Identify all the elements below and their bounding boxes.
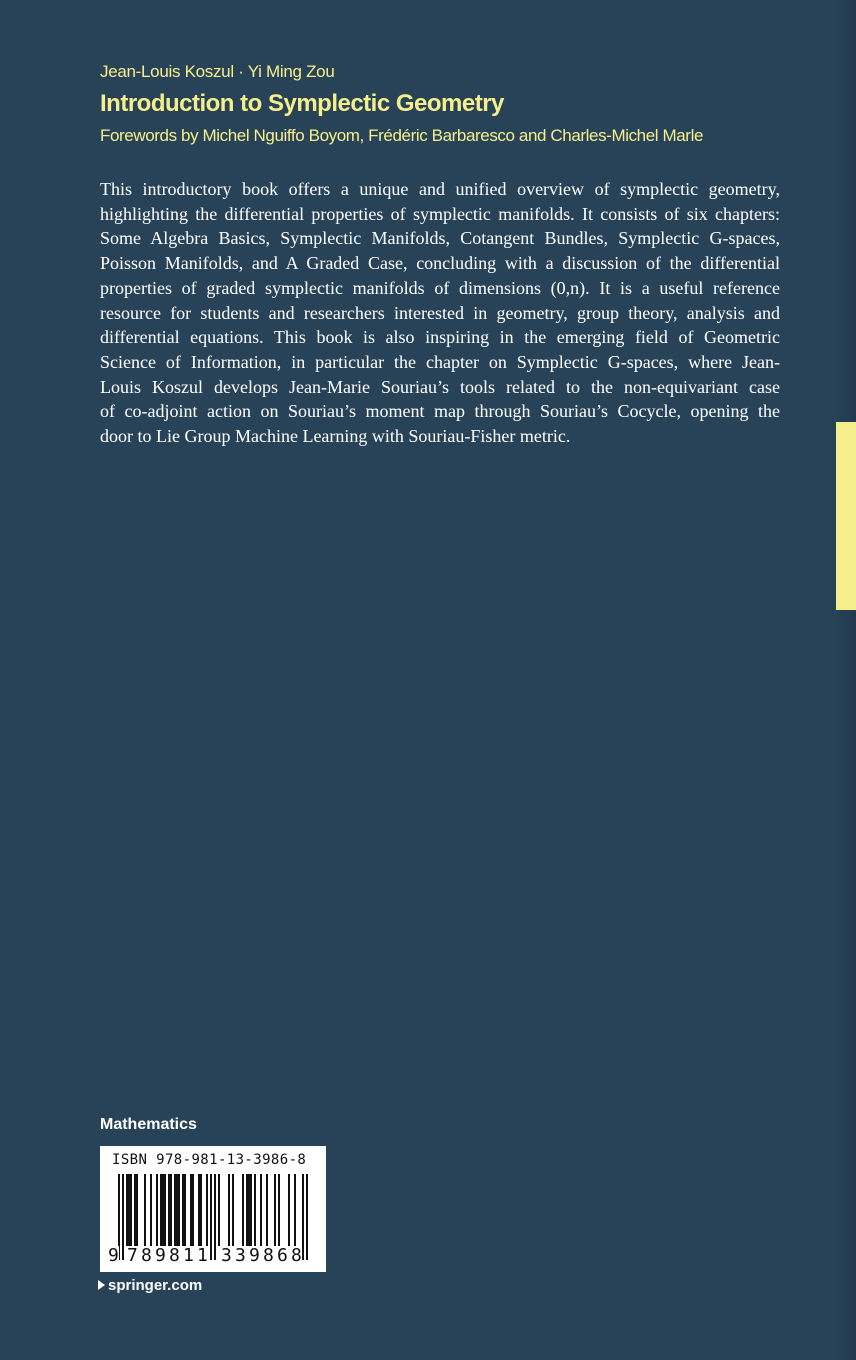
ean-digit: 1 bbox=[183, 1245, 194, 1266]
ean-digit: 7 bbox=[127, 1245, 138, 1266]
barcode-bar bbox=[250, 1174, 252, 1246]
forewords: Forewords by Michel Nguiffo Boyom, Frédéric Barbaresco and Charles-Michel Marle bbox=[100, 126, 703, 145]
barcode-bar bbox=[122, 1174, 124, 1260]
barcode-bar bbox=[144, 1174, 146, 1246]
subject-category: Mathematics bbox=[100, 1116, 197, 1133]
spine-shade bbox=[836, 0, 856, 1360]
isbn-label: ISBN 978-981-13-3986-8 bbox=[112, 1152, 307, 1168]
barcode-bar bbox=[150, 1174, 152, 1246]
barcode-bar bbox=[162, 1174, 164, 1246]
blurb-line: differential equations. This book is also inspiring in the emerging field of Geometric bbox=[100, 327, 780, 348]
barcode-bar bbox=[210, 1174, 212, 1260]
barcode-bar bbox=[170, 1174, 172, 1246]
barcode-bar bbox=[176, 1174, 178, 1246]
blurb-line: highlighting the differential properties of symplectic manifolds. It consists of six chapters: bbox=[100, 203, 780, 224]
barcode-bar bbox=[134, 1174, 136, 1246]
barcode-bar bbox=[254, 1174, 256, 1246]
barcode-bar bbox=[266, 1174, 268, 1246]
barcode-bar bbox=[246, 1174, 248, 1246]
barcode-bar bbox=[288, 1174, 290, 1246]
ean-digit: 1 bbox=[197, 1245, 208, 1266]
blurb-line: of co-adjoint action on Souriau’s moment map through Souriau’s Cocycle, opening the bbox=[100, 401, 780, 422]
barcode-bar bbox=[278, 1174, 280, 1246]
barcode-bar bbox=[168, 1174, 170, 1246]
barcode-bar bbox=[190, 1174, 192, 1246]
blurb-line: properties of graded symplectic manifolds of dimensions (0,n). It is a useful reference bbox=[100, 277, 780, 298]
yellow-accent-strip bbox=[836, 422, 856, 610]
publisher-link[interactable] bbox=[98, 1277, 202, 1294]
barcode-bar bbox=[178, 1174, 180, 1246]
barcode-bar bbox=[136, 1174, 138, 1246]
barcode-bar bbox=[214, 1174, 216, 1260]
blurb-line: door to Lie Group Machine Learning with Souriau-Fisher metric. bbox=[100, 426, 571, 447]
blurb-line: Science of Information, in particular the chapter on Symplectic G-spaces, where Jean- bbox=[100, 351, 780, 372]
barcode-bar bbox=[228, 1174, 230, 1246]
ean-digit: 3 bbox=[235, 1245, 246, 1266]
ean-digit: 8 bbox=[291, 1245, 302, 1266]
barcode-bar bbox=[126, 1174, 128, 1246]
barcode-bar bbox=[174, 1174, 176, 1246]
publisher-link-label: springer.com bbox=[108, 1277, 203, 1294]
barcode-bar bbox=[182, 1174, 184, 1246]
arrow-right-icon bbox=[98, 1280, 105, 1290]
blurb-paragraph bbox=[100, 177, 780, 449]
ean-digit: 9 bbox=[249, 1245, 260, 1266]
barcode-bar bbox=[130, 1174, 132, 1246]
barcode-bar bbox=[184, 1174, 186, 1246]
barcode-bar bbox=[156, 1174, 158, 1246]
barcode-bar bbox=[164, 1174, 166, 1246]
authors: Jean-Louis Koszul · Yi Ming Zou bbox=[100, 62, 335, 81]
barcode-bar bbox=[218, 1174, 220, 1246]
book-title: Introduction to Symplectic Geometry bbox=[100, 90, 504, 117]
barcode-bar bbox=[200, 1174, 202, 1246]
ean-digit: 8 bbox=[141, 1245, 152, 1266]
blurb-line: Poisson Manifolds, and A Graded Case, concluding with a discussion of the differential bbox=[100, 253, 780, 274]
blurb-line: This introductory book offers a unique and unified overview of symplectic geometry, bbox=[100, 179, 780, 199]
barcode-bar bbox=[274, 1174, 276, 1246]
blurb-line: Louis Koszul develops Jean-Marie Souriau’s tools related to the non-equivariant case bbox=[100, 376, 780, 397]
barcode-bar bbox=[302, 1174, 304, 1260]
ean-digit: 9 bbox=[155, 1245, 166, 1266]
barcode-bar bbox=[260, 1174, 262, 1246]
blurb-line: resource for students and researchers interested in geometry, group theory, analysis and bbox=[100, 302, 780, 323]
barcode-bar bbox=[160, 1174, 162, 1246]
barcode-bar bbox=[198, 1174, 200, 1246]
barcode-bar bbox=[242, 1174, 244, 1246]
ean-digit: 8 bbox=[263, 1245, 274, 1266]
barcode-bar bbox=[232, 1174, 234, 1246]
barcode-bar bbox=[128, 1174, 130, 1246]
barcode-bar bbox=[206, 1174, 208, 1246]
ean-digit: 8 bbox=[169, 1245, 180, 1266]
isbn-barcode bbox=[100, 1146, 326, 1272]
barcode-bar bbox=[192, 1174, 194, 1246]
barcode-bar bbox=[306, 1174, 308, 1260]
ean-digit: 3 bbox=[221, 1245, 232, 1266]
blurb-line: Some Algebra Basics, Symplectic Manifolds, Cotangent Bundles, Symplectic G-spaces, bbox=[100, 228, 780, 249]
barcode-bar bbox=[248, 1174, 250, 1246]
barcode-bar bbox=[294, 1174, 296, 1246]
ean-digit: 6 bbox=[277, 1245, 288, 1266]
ean-digit: 9 bbox=[108, 1245, 119, 1266]
